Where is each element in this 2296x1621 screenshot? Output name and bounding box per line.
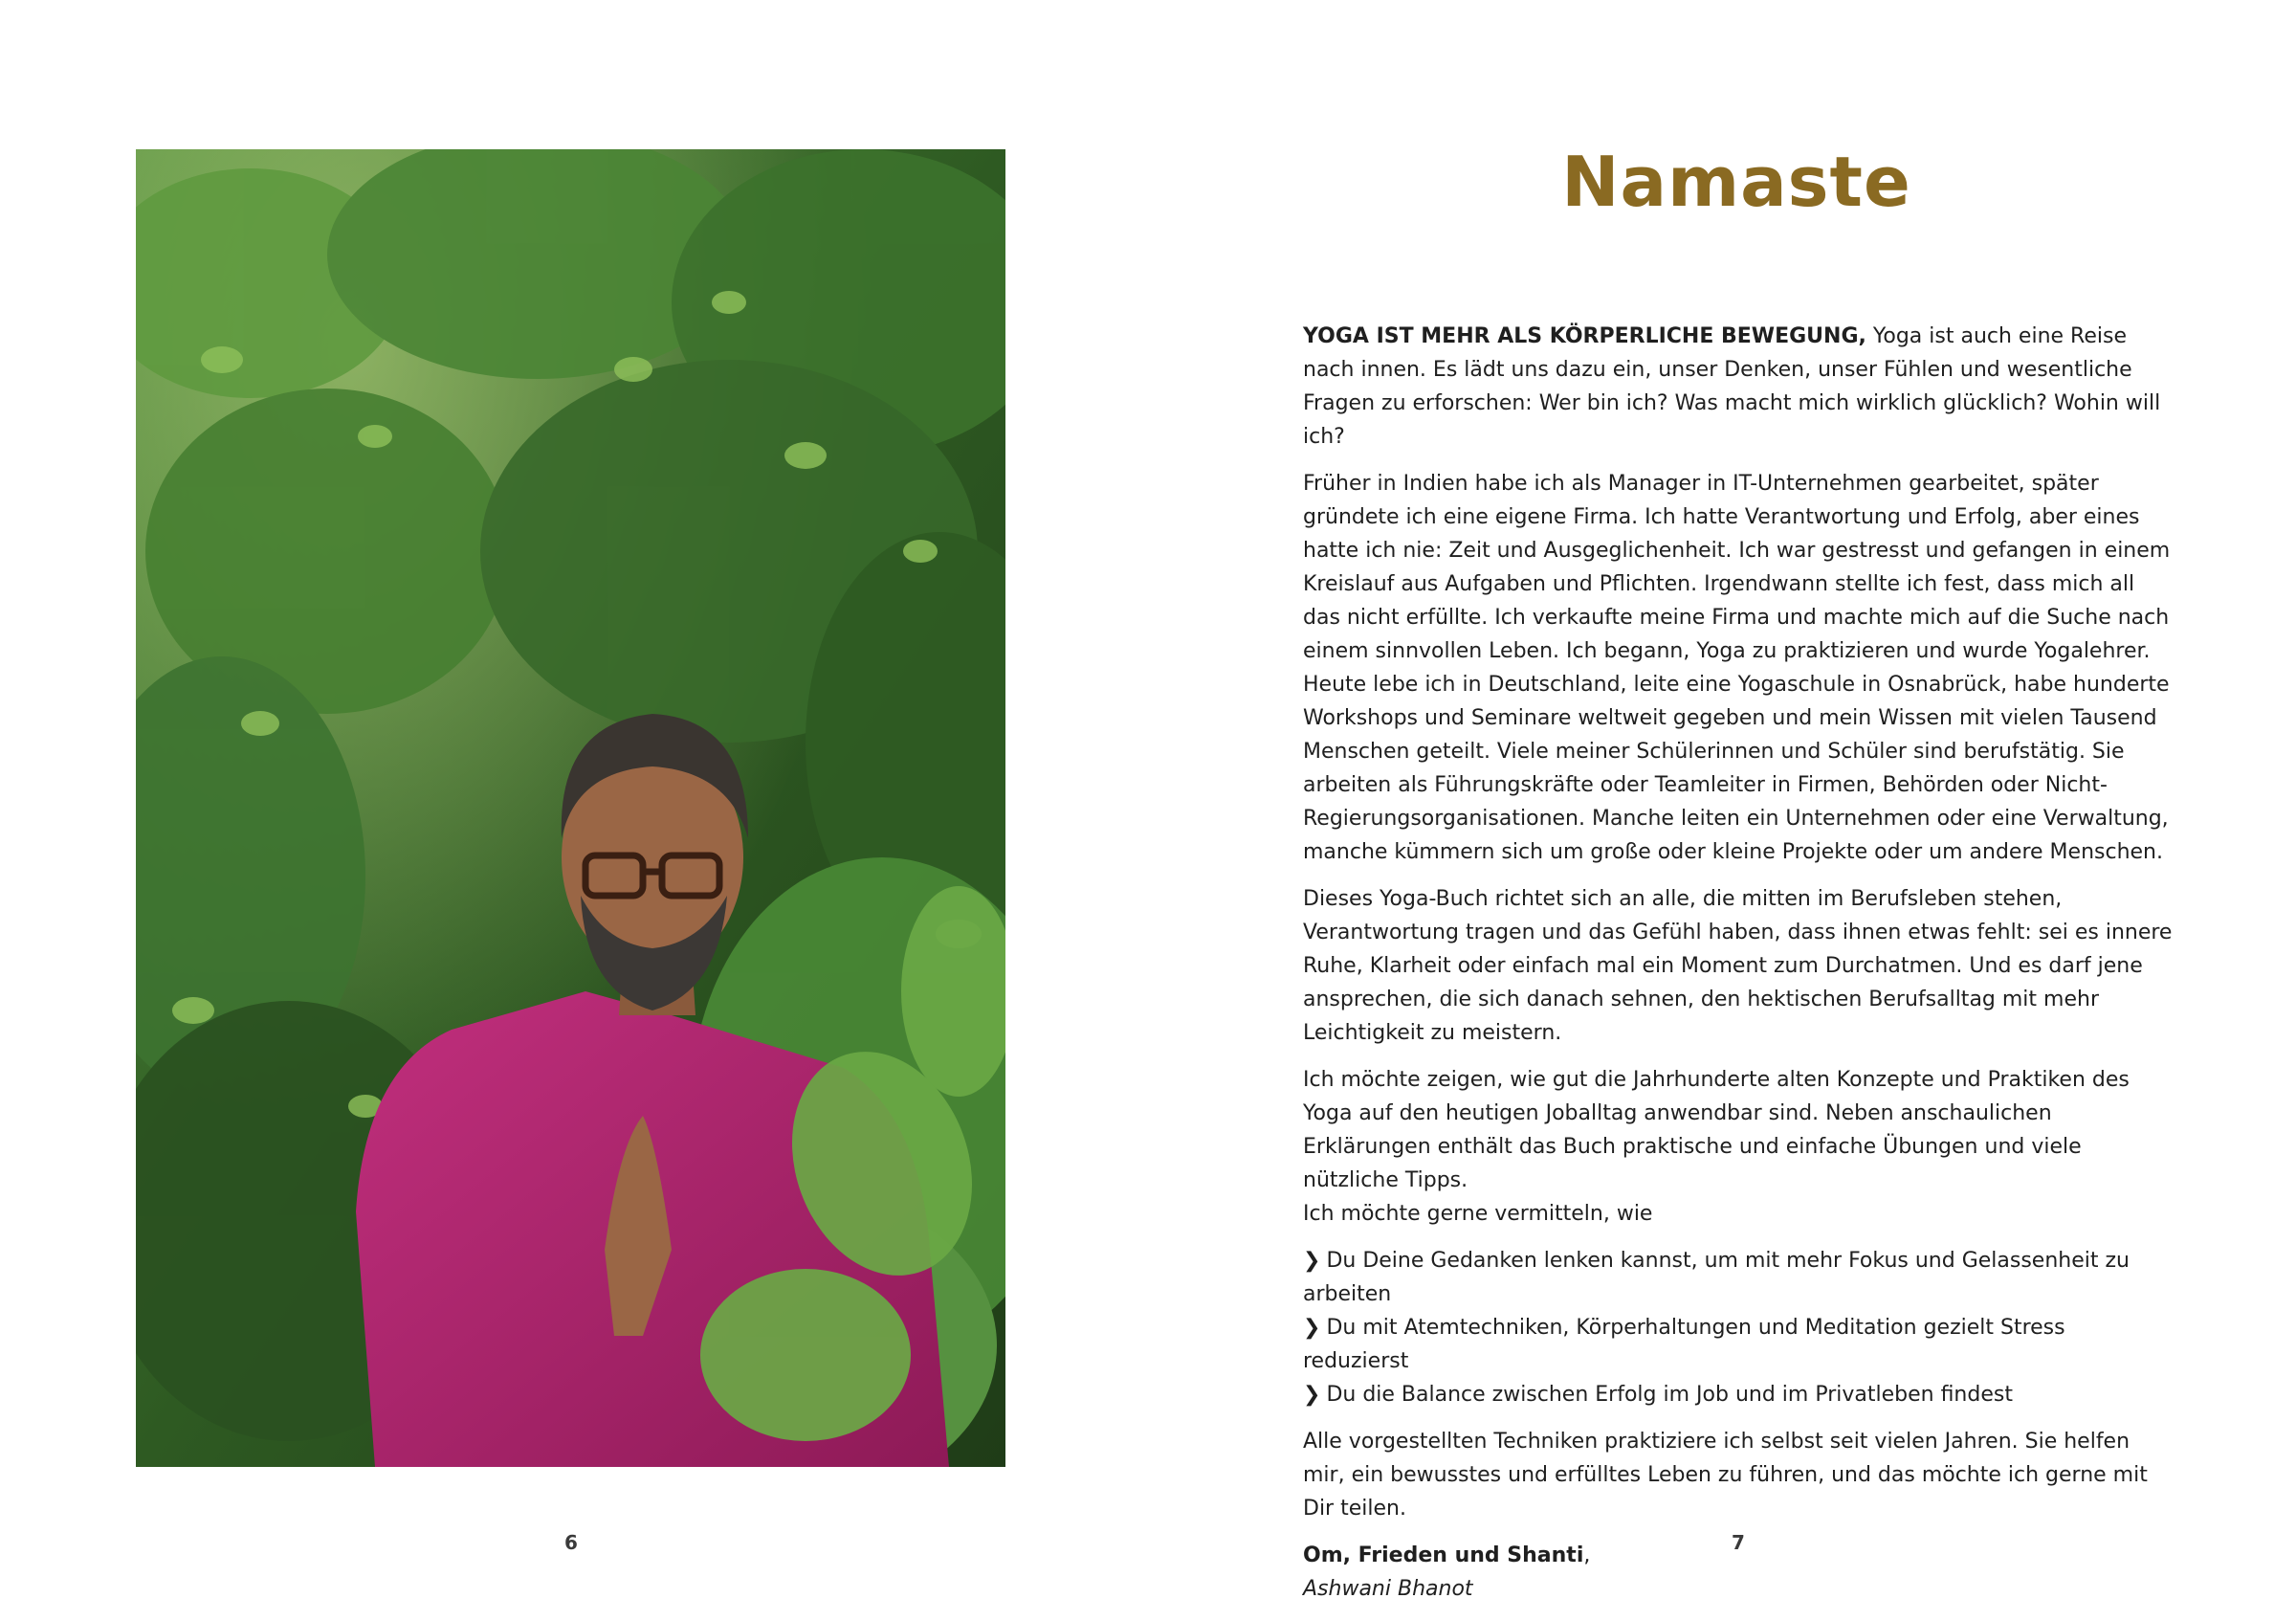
portrait-photo	[136, 149, 1005, 1467]
author-name: Ashwani Bhanot	[1303, 1577, 1473, 1601]
list-item: ❯ Du Deine Gedanken lenken kannst, um mit mehr Fokus und Gelassenheit zu arbeiten	[1303, 1244, 2174, 1311]
paragraph-goals	[1303, 1063, 2174, 1231]
list-item: ❯ Du mit Atemtechniken, Körperhaltungen und Meditation gezielt Stress reduzierst	[1303, 1311, 2174, 1378]
goals-text: Ich möchte zeigen, wie gut die Jahrhunderte alten Konzepte und Praktiken des Yoga auf den heutigen Joballtag anwendbar sind. Neben anschaulichen Erklärungen enthält das Buch praktische und einfache Übungen und viele nützliche Tipps.	[1303, 1068, 2130, 1192]
intro-text: Yoga ist auch eine Reise nach innen. Es lädt uns dazu ein, unser Denken, unser Fühlen und wesentliche Fragen zu erforschen: Wer bin ich? Was macht mich wirklich glücklich? Wohin will ich?	[1303, 324, 2161, 449]
chevron-right-icon: ❯	[1303, 1383, 1321, 1407]
list-item: ❯ Du die Balance zwischen Erfolg im Job und im Privatleben findest	[1303, 1378, 2174, 1411]
page-number-right: 7	[1732, 1531, 1745, 1554]
chevron-right-icon: ❯	[1303, 1249, 1321, 1273]
goals-lead-in: Ich möchte gerne vermitteln, wie	[1303, 1202, 1653, 1226]
portrait-illustration	[136, 149, 1005, 1467]
paragraph-intro	[1303, 320, 2174, 454]
paragraph-audience: Dieses Yoga-Buch richtet sich an alle, die mitten im Berufsleben stehen, Verantwortung tragen und das Gefühl haben, dass ihnen etwas fehlt: sei es innere Ruhe, Klarheit oder einfach mal ein Moment zum Durchatmen. Und es darf jene ansprechen, die sich danach sehnen, den hektischen Berufsalltag mit mehr Leichtigkeit zu meistern.	[1303, 887, 2173, 1045]
body-text	[1303, 320, 2174, 1619]
chevron-right-icon: ❯	[1303, 1316, 1321, 1340]
greeting-comma: ,	[1583, 1543, 1591, 1567]
page-number-left: 6	[564, 1531, 578, 1554]
page-title: Namaste	[1561, 142, 1911, 222]
lead-text: YOGA IST MEHR ALS KÖRPERLICHE BEWEGUNG,	[1303, 324, 1866, 348]
greeting: Om, Frieden und Shanti	[1303, 1543, 1584, 1567]
paragraph-closing: Alle vorgestellten Techniken praktiziere ich selbst seit vielen Jahren. Sie helfen mir, ein bewusstes und erfülltes Leben zu führen, und das möchte ich gerne mit Dir teilen.	[1303, 1430, 2148, 1521]
paragraph-biography: Früher in Indien habe ich als Manager in IT-Unternehmen gearbeitet, später gründete ich eine eigene Firma. Ich hatte Verantwortung und Erfolg, aber eines hatte ich nie: Zeit und Ausgeglichenheit. Ich war gestresst und gefangen in einem Kreislauf aus Aufgaben und Pflichten. Irgendwann stellte ich fest, dass mich all das nicht erfüllte. Ich verkaufte meine Firma und machte mich auf die Suche nach einem sinnvollen Leben. Ich begann, Yoga zu praktizieren und wurde Yogalehrer. Heute lebe ich in Deutschland, leite eine Yogaschule in Osnabrück, habe hunderte Workshops und Seminare weltweit gegeben und mein Wissen mit vielen Tausend Menschen geteilt. Viele meiner Schülerinnen und Schüler sind berufstätig. Sie arbeiten als Führungskräfte oder Teamleiter in Firmen, Behörden oder Nicht-Regierungsorganisationen. Manche leiten ein Unternehmen oder eine Verwaltung, manche kümmern sich um große oder kleine Projekte oder um andere Menschen.	[1303, 472, 2171, 864]
bullet-list	[1303, 1244, 2174, 1411]
